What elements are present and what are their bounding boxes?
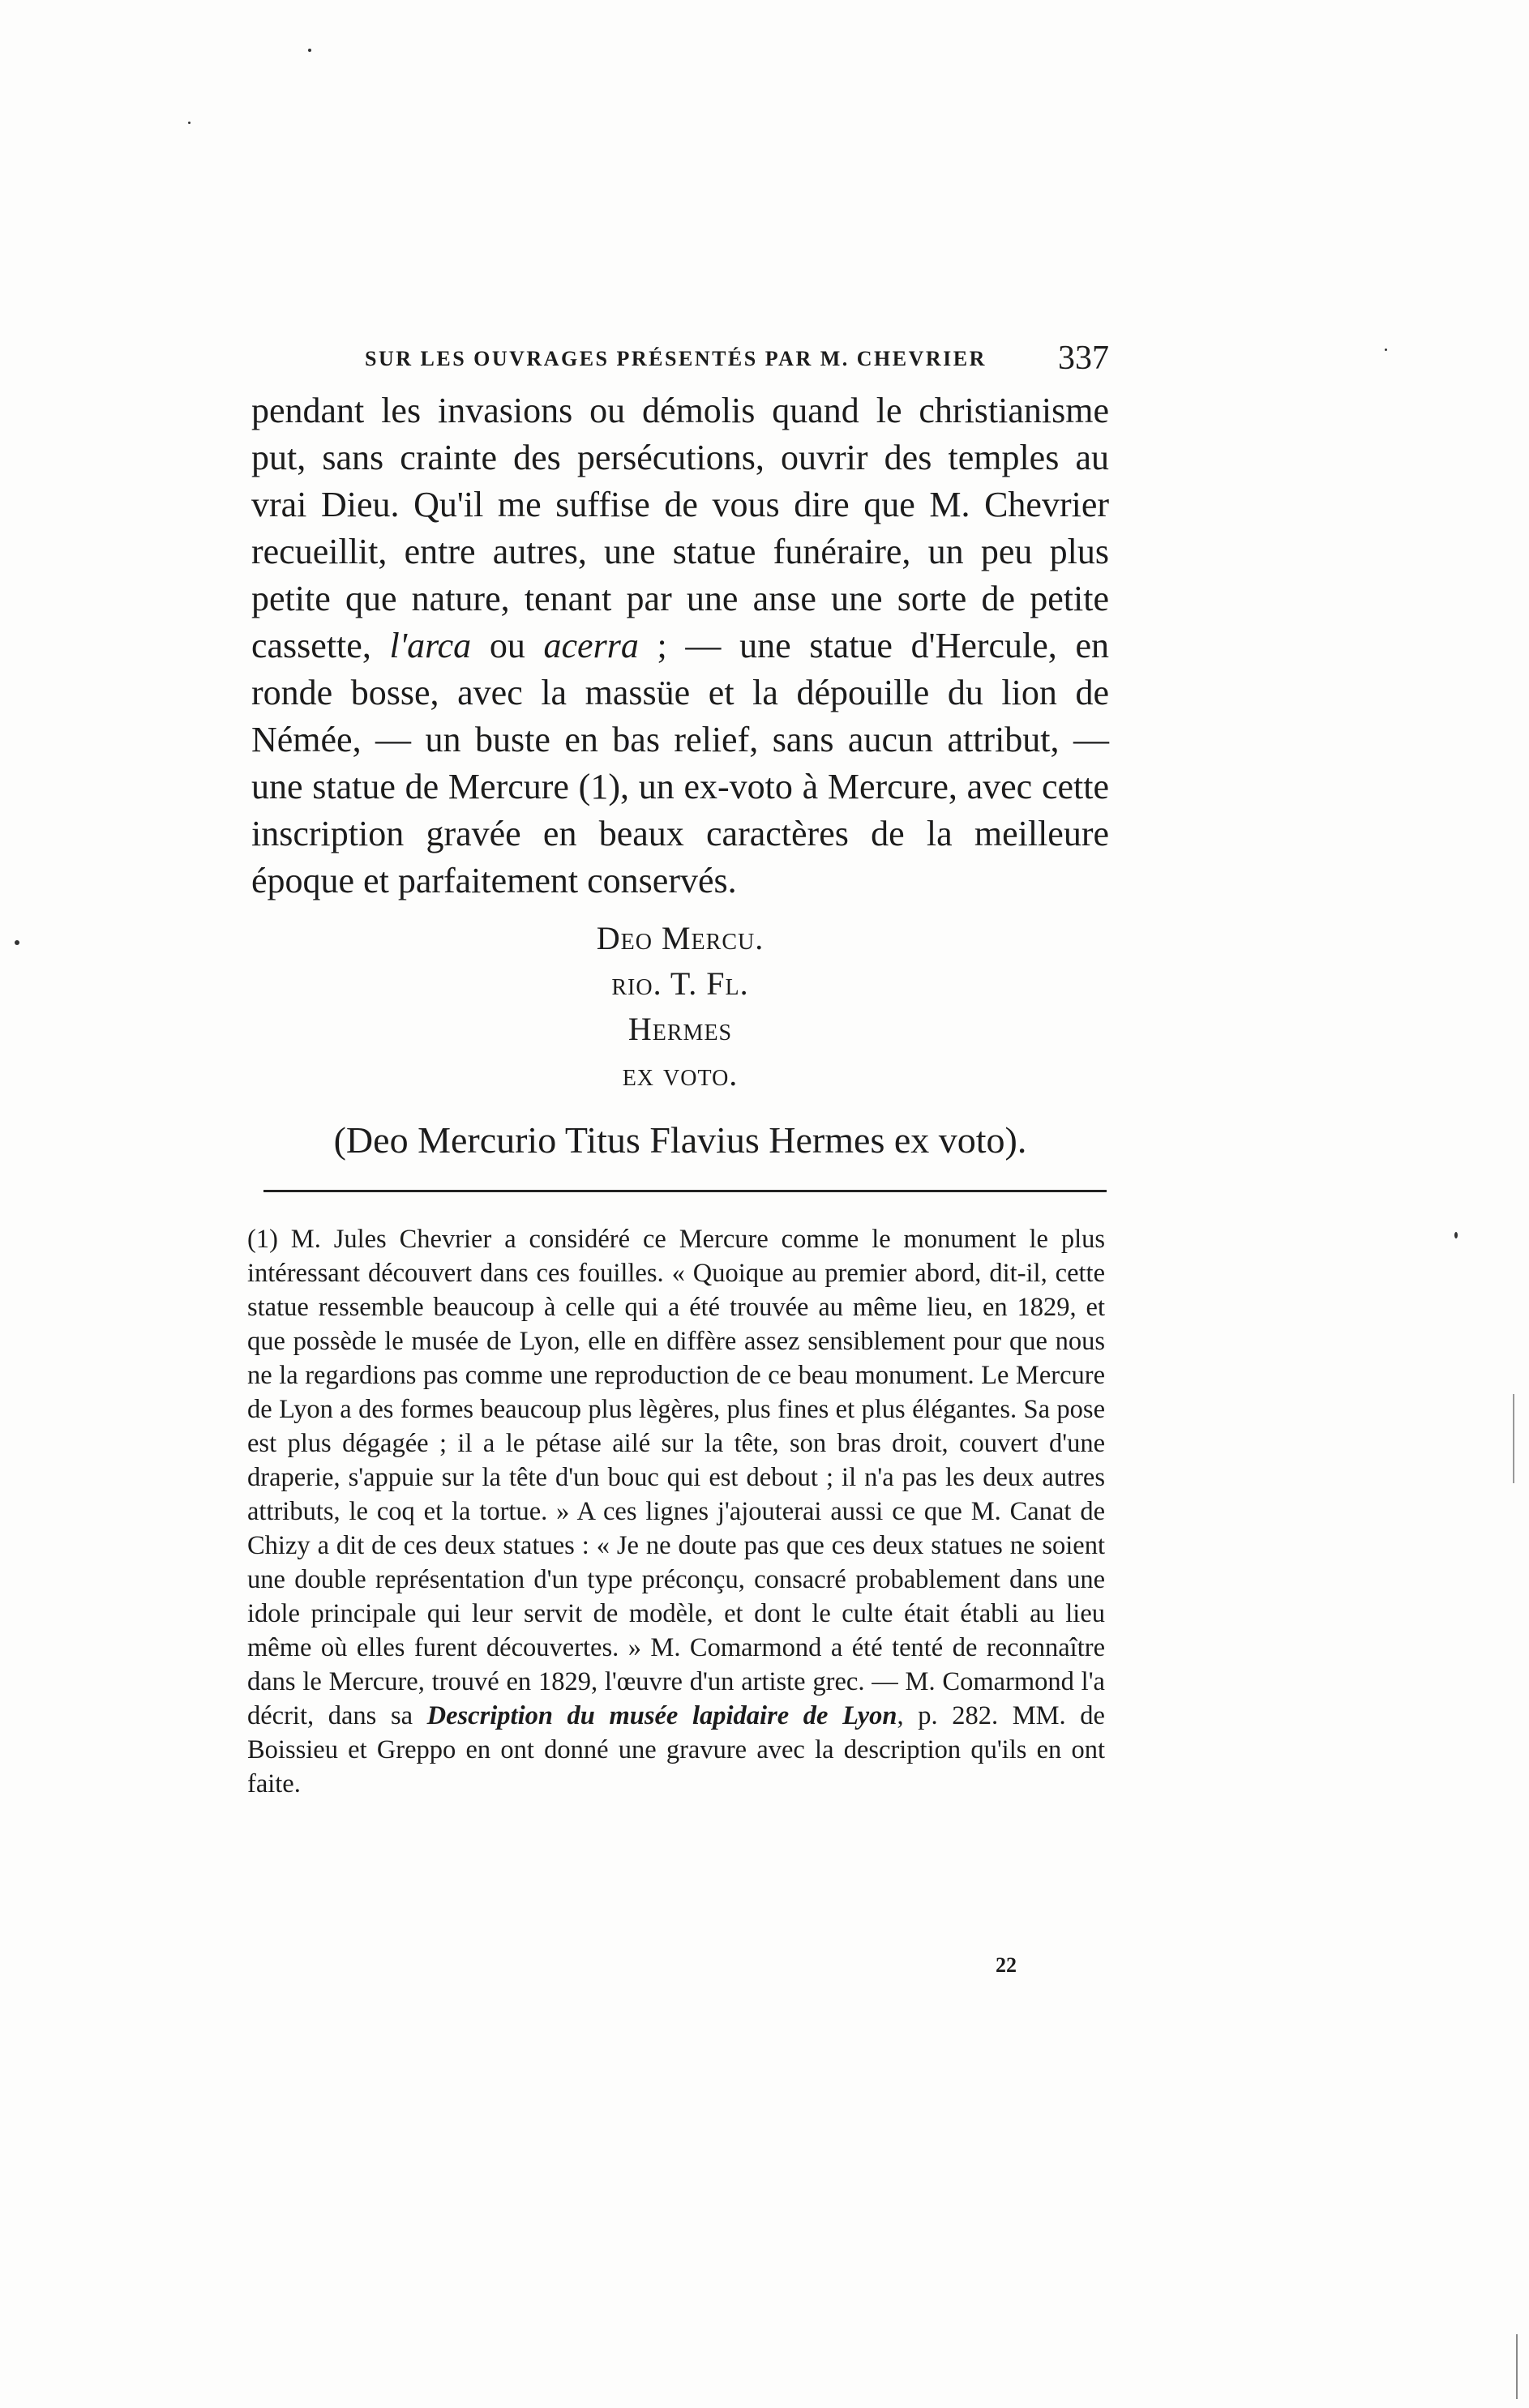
- footnote-text: , p. 282. MM. de Boissieu et Greppo en ont donné une gravure avec la description qu'ils en ont faite.: [247, 1701, 1105, 1799]
- inscription-line: Hermes: [627, 1011, 733, 1047]
- footnote-divider: [263, 1190, 1107, 1192]
- main-paragraph: [251, 387, 1109, 905]
- latin-inscription: [251, 916, 1109, 1097]
- footnote-paragraph: [247, 1222, 1105, 1801]
- page-header: [365, 339, 1109, 387]
- scan-speck: [308, 49, 311, 52]
- scan-speck: [15, 940, 19, 945]
- paragraph-text: ; — une statue d'Hercule, en ronde bosse, avec la massüe et la dépouille du lion de Némée, — un buste en bas relief, sans aucun attribut, — une statue de Mercure (1), un ex-voto à Mercure, avec cette inscription gravée en beaux caractères de la meilleure époque et parfaitement conservés.: [251, 626, 1110, 900]
- page-number: 337: [1058, 340, 1109, 377]
- running-title: SUR LES OUVRAGES PRÉSENTÉS PAR M. CHEVRIER: [365, 347, 987, 370]
- scan-speck: [188, 122, 191, 124]
- inscription-line: rio. T. Fl.: [611, 965, 749, 1002]
- paragraph: [251, 387, 1109, 905]
- italic-term: acerra: [543, 626, 639, 665]
- scan-speck: [1513, 1394, 1514, 1483]
- scan-speck: [1516, 2334, 1518, 2399]
- footnote-book-title: Description du musée lapidaire de Lyon: [426, 1701, 897, 1730]
- footnote: [247, 1222, 1105, 1801]
- footnote-text: (1) M. Jules Chevrier a considéré ce Mercure comme le monument le plus intéressant découvert dans ces fouilles. « Quoique au premier abord, dit-il, cette statue ressemble beaucoup à celle qui a été trouvée au même lieu, en 1829, et que possède le musée de Lyon, elle en diffère assez sensiblement pour que nous ne la regardions pas comme une reproduction de ce beau monument. Le Mercure de Lyon a des formes beaucoup plus lègères, plus fines et plus élégantes. Sa pose est plus dégagée ; il a le pétase ailé sur la tête, son bras droit, couvert d'une draperie, s'appuie sur la tête d'un bouc qui est debout ; il n'a pas les deux autres attributs, le coq et la tortue. » A ces lignes j'ajouterai aussi ce que M. Canat de Chizy a dit de ces deux statues : « Je ne doute pas que ces deux statues ne soient une double représentation d'un type préconçu, consacré probablement dans une idole principale qui leur servit de modèle, et dont le culte était établi au lieu même où elles furent découvertes. » M. Comarmond a été tenté de reconnaître dans le Mercure, trouvé en 1829, l'œuvre d'un artiste grec. — M. Comarmond l'a décrit, dans sa: [247, 1225, 1105, 1730]
- paragraph-text: pendant les invasions ou démolis quand le christianisme put, sans crainte des persécutions, ouvrir des temples au vrai Dieu. Qu'il me suffise de vous dire que M. Chevrier recueillit, entre autres, une statue funéraire, un peu plus petite que nature, tenant par une anse une sorte de petite cassette,: [251, 391, 1109, 665]
- signature-mark: 22: [996, 1953, 1017, 1977]
- italic-term: l'arca: [389, 626, 472, 665]
- inscription-line: Deo Mercu.: [596, 920, 764, 956]
- inscription-line: ex voto.: [622, 1056, 739, 1093]
- scan-speck: [1385, 349, 1387, 351]
- scan-speck: [1454, 1232, 1458, 1238]
- paragraph-text: ou: [471, 626, 544, 665]
- inscription-translation: (Deo Mercurio Titus Flavius Hermes ex voto).: [333, 1119, 1027, 1161]
